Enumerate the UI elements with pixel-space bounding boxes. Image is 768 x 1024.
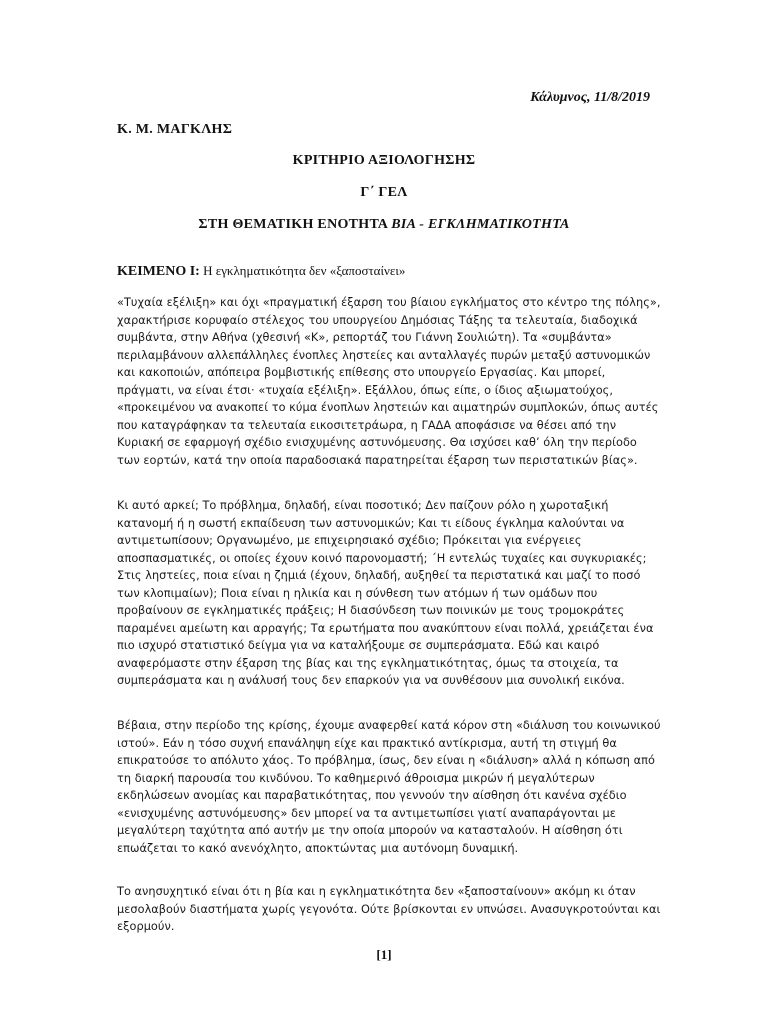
class-level: Γ΄ ΓΕΛ — [360, 185, 408, 200]
paragraph-3: Βέβαια, στην περίοδο της κρίσης, έχουμε αναφερθεί κατά κόρον στη «διάλυση του κοινωνικού ιστού». Εάν η τόσο συχνή επανάληψη είχε και πρακτικό αντίκρισμα, αυτή τη στιγμή θα επικρατούσε το απόλυτο χάος. Το πρόβλημα, ίσως, δεν είναι η «διάλυση» αλλά η κόπωση από τη διαρκή παρουσία του κινδύνου. Το καθημερινό άθροισμα μικρών ή μεγαλύτερων εκδηλώσεων ανομίας και παραβατικότητας, που γεννούν την αίσθηση ότι κανένα σχέδιο «ενισχυμένης αστυνόμευσης» δεν μπορεί να τα αντιμετωπίσει γιατί αναπαράγονται με μεγαλύτερη ταχύτητα από αυτήν με την οποία μπορούν να κατασταλούν. Η αίσθηση ότι επωάζεται το κακό ανενόχλητο, αποκτώντας μια αυτόνομη δυναμική. — [117, 719, 661, 855]
paragraph-1: «Τυχαία εξέλιξη» και όχι «πραγματική έξαρση του βίαιου εγκλήματος στο κέντρο της πόλης», χαρακτήρισε κορυφαίο στέλεχος του υπουργείου Δημόσιας Τάξης τα τελευταία, διαδοχικά συμβάντα, στην Αθήνα (χθεσινή «Κ», ρεπορτάζ του Γιάννη Σουλιώτη). Τα «συμβάντα» περιλαμβάνουν αλλεπάλληλες ένοπλες ληστείες και ανταλλαγές πυρών μεταξύ αστυνομικών και κακοποιών, απόπειρα βομβιστικής επίθεσης στο υπουργείο Εργασίας. Και μπορεί, πράγματι, να είναι έτσι· «τυχαία εξέλιξη». Εξάλλου, όπως είπε, ο ίδιος αξιωματούχος, «προκειμένου να ανακοπεί το κύμα ένοπλων ληστειών και αιματηρών συμπλοκών, όπως αυτές που καταγράφηκαν τα τελευταία εικοσιτετράωρα, η ΓΑΔΑ αποφάσισε να θέσει από την Κυριακή σε εφαρμογή σχέδιο ενισχυμένης αστυνόμευσης. Θα ισχύσει καθ’ όλη την περίοδο των εορτών, κατά την οποία παραδοσιακά παρατηρείται έξαρση των περιστατικών βίας». — [117, 296, 661, 467]
thematic-unit-topic: ΒΙΑ - ΕΓΚΛΗΜΑΤΙΚΟΤΗΤΑ — [391, 217, 570, 232]
paragraph-4: Το ανησυχητικό είναι ότι η βία και η εγκληματικότητα δεν «ξαποσταίνουν» ακόμη κι όταν μεσολαβούν διαστήματα χωρίς γεγονότα. Ούτε βρίσκονται εν υπνώσει. Ανασυγκροτούνται και εξορμούν. — [117, 885, 661, 933]
author-name: Κ. Μ. ΜΑΓΚΛΗΣ — [117, 122, 233, 137]
place-date: Κάλυμνος, 11/8/2019 — [530, 90, 650, 105]
paragraph-2: Κι αυτό αρκεί; Το πρόβλημα, δηλαδή, είναι ποσοτικό; Δεν παίζουν ρόλο η χωροταξική κατανομή ή η σωστή εκπαίδευση των αστυνομικών; Και τι είδους έγκλημα καλούνται να αντιμετωπίσουν; Οργανωμένο, με επιχειρησιακό σχέδιο; Πρόκειται για ενέργειες αποσπασματικές, οι οποίες έχουν κοινό παρονομαστή; ΄Η εντελώς τυχαίες και συγκυριακές; Στις ληστείες, ποια είναι η ζημιά (έχουν, δηλαδή, αυξηθεί τα περιστατικά και μαζί το ποσό των κλοπιμαίων); Ποια είναι η ηλικία και η σύνθεση των ατόμων ή των ομάδων που προβαίνουν σε εγκληματικές πράξεις; Η διασύνδεση των ποινικών με τους τρομοκράτες παραμένει αμείωτη και αρραγής; Τα ερωτήματα που ανακύπτουν είναι πολλά, χρειάζεται ένα πιο ισχυρό στατιστικό δείγμα για να καταλήξουμε σε συμπεράσματα. Εδώ και καιρό αναφερόμαστε στην έξαρση της βίας και της εγκληματικότητας, όμως τα στοιχεία, τα συμπεράσματα και η ανάλυσή τους δεν επαρκούν για να συνθέσουν μια συνολική εικόνα. — [117, 499, 654, 687]
text-title: Η εγκληματικότητα δεν «ξαποσταίνει» — [199, 263, 406, 278]
thematic-unit-prefix: ΣΤΗ ΘΕΜΑΤΙΚΗ ΕΝΟΤΗΤΑ — [198, 217, 392, 232]
text-heading — [117, 263, 405, 280]
text-label: ΚΕΙΜΕΝΟ Ι: — [117, 264, 200, 279]
thematic-unit — [0, 217, 768, 233]
document-title: ΚΡΙΤΗΡΙΟ ΑΞΙΟΛΟΓΗΣΗΣ — [292, 153, 476, 168]
page-number: [1] — [376, 947, 392, 962]
